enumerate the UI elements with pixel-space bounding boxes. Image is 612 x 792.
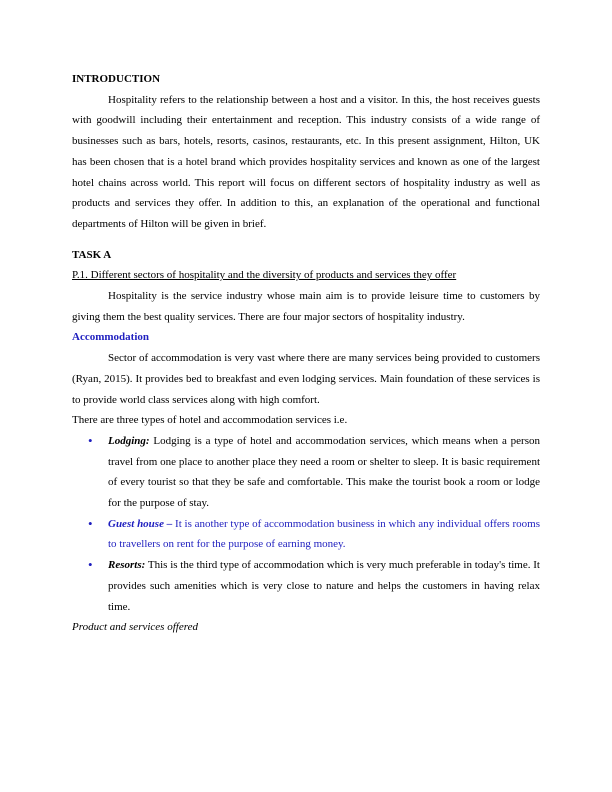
bullet-icon: • — [88, 557, 93, 573]
guest-house-text: It is another type of accommodation business in which any individual offers rooms to travellers on rent for the purpose of earning money. — [108, 517, 540, 551]
lodging-term: Lodging: — [108, 434, 150, 447]
introduction-paragraph: Hospitality refers to the relationship between a host and a visitor. In this, the host receives guests with goodwill including their entertainment and reception. This industry consists of a wide range of businesses such as bars, hotels, resorts, casinos, restaurants, etc. In this present assignment, Hilton, UK has been chosen that is a hotel brand which provides hospitality services and known as one of the largest hotel chains across world. This report will focus on different sectors of hospitality industry as well as products and services they offer. In addition to this, an explanation of the operational and functional departments of Hilton will be given in brief. — [72, 93, 540, 230]
bullet-icon: • — [88, 515, 93, 531]
list-item-lodging — [72, 431, 540, 514]
products-services-heading: Product and services offered — [72, 621, 198, 634]
task-a-paragraph: Hospitality is the service industry whose main aim is to provide leisure time to customers by giving them the best quality services. There are four major sectors of hospitality industry. — [72, 290, 540, 323]
accommodation-types-intro: There are three types of hotel and accommodation services i.e. — [72, 414, 348, 427]
list-item-guest-house — [72, 514, 540, 555]
accommodation-paragraph: Sector of accommodation is very vast where there are many services being provided to customers (Ryan, 2015). It provides bed to breakfast and even lodging services. Main foundation of these services is to provide world class services along with high comfort. — [72, 352, 540, 406]
guest-house-term: Guest house – — [108, 517, 173, 530]
task-a-subheading: P.1. Different sectors of hospitality and the diversity of products and services they offer — [72, 269, 457, 282]
resorts-term: Resorts: — [108, 559, 146, 572]
list-item-resorts — [72, 555, 540, 617]
accommodation-heading: Accommodation — [72, 331, 149, 344]
task-a-heading: TASK A — [72, 248, 112, 261]
accommodation-types-list — [72, 431, 540, 617]
introduction-heading: INTRODUCTION — [72, 73, 161, 85]
bullet-icon: • — [88, 432, 93, 448]
resorts-text: This is the third type of accommodation which is very much preferable in today's time. It provides such amenities which is very close to nature and helps the customers in having relax time. — [108, 559, 540, 613]
lodging-text: Lodging is a type of hotel and accommodation services, which means when a person travel from one place to another place they need a room or shelter to sleep. It is basic requirement of every tourist so that they be safe and comfortable. This make the tourist book a room or lodge for the purpose of stay. — [108, 434, 540, 510]
document-body — [72, 69, 540, 638]
